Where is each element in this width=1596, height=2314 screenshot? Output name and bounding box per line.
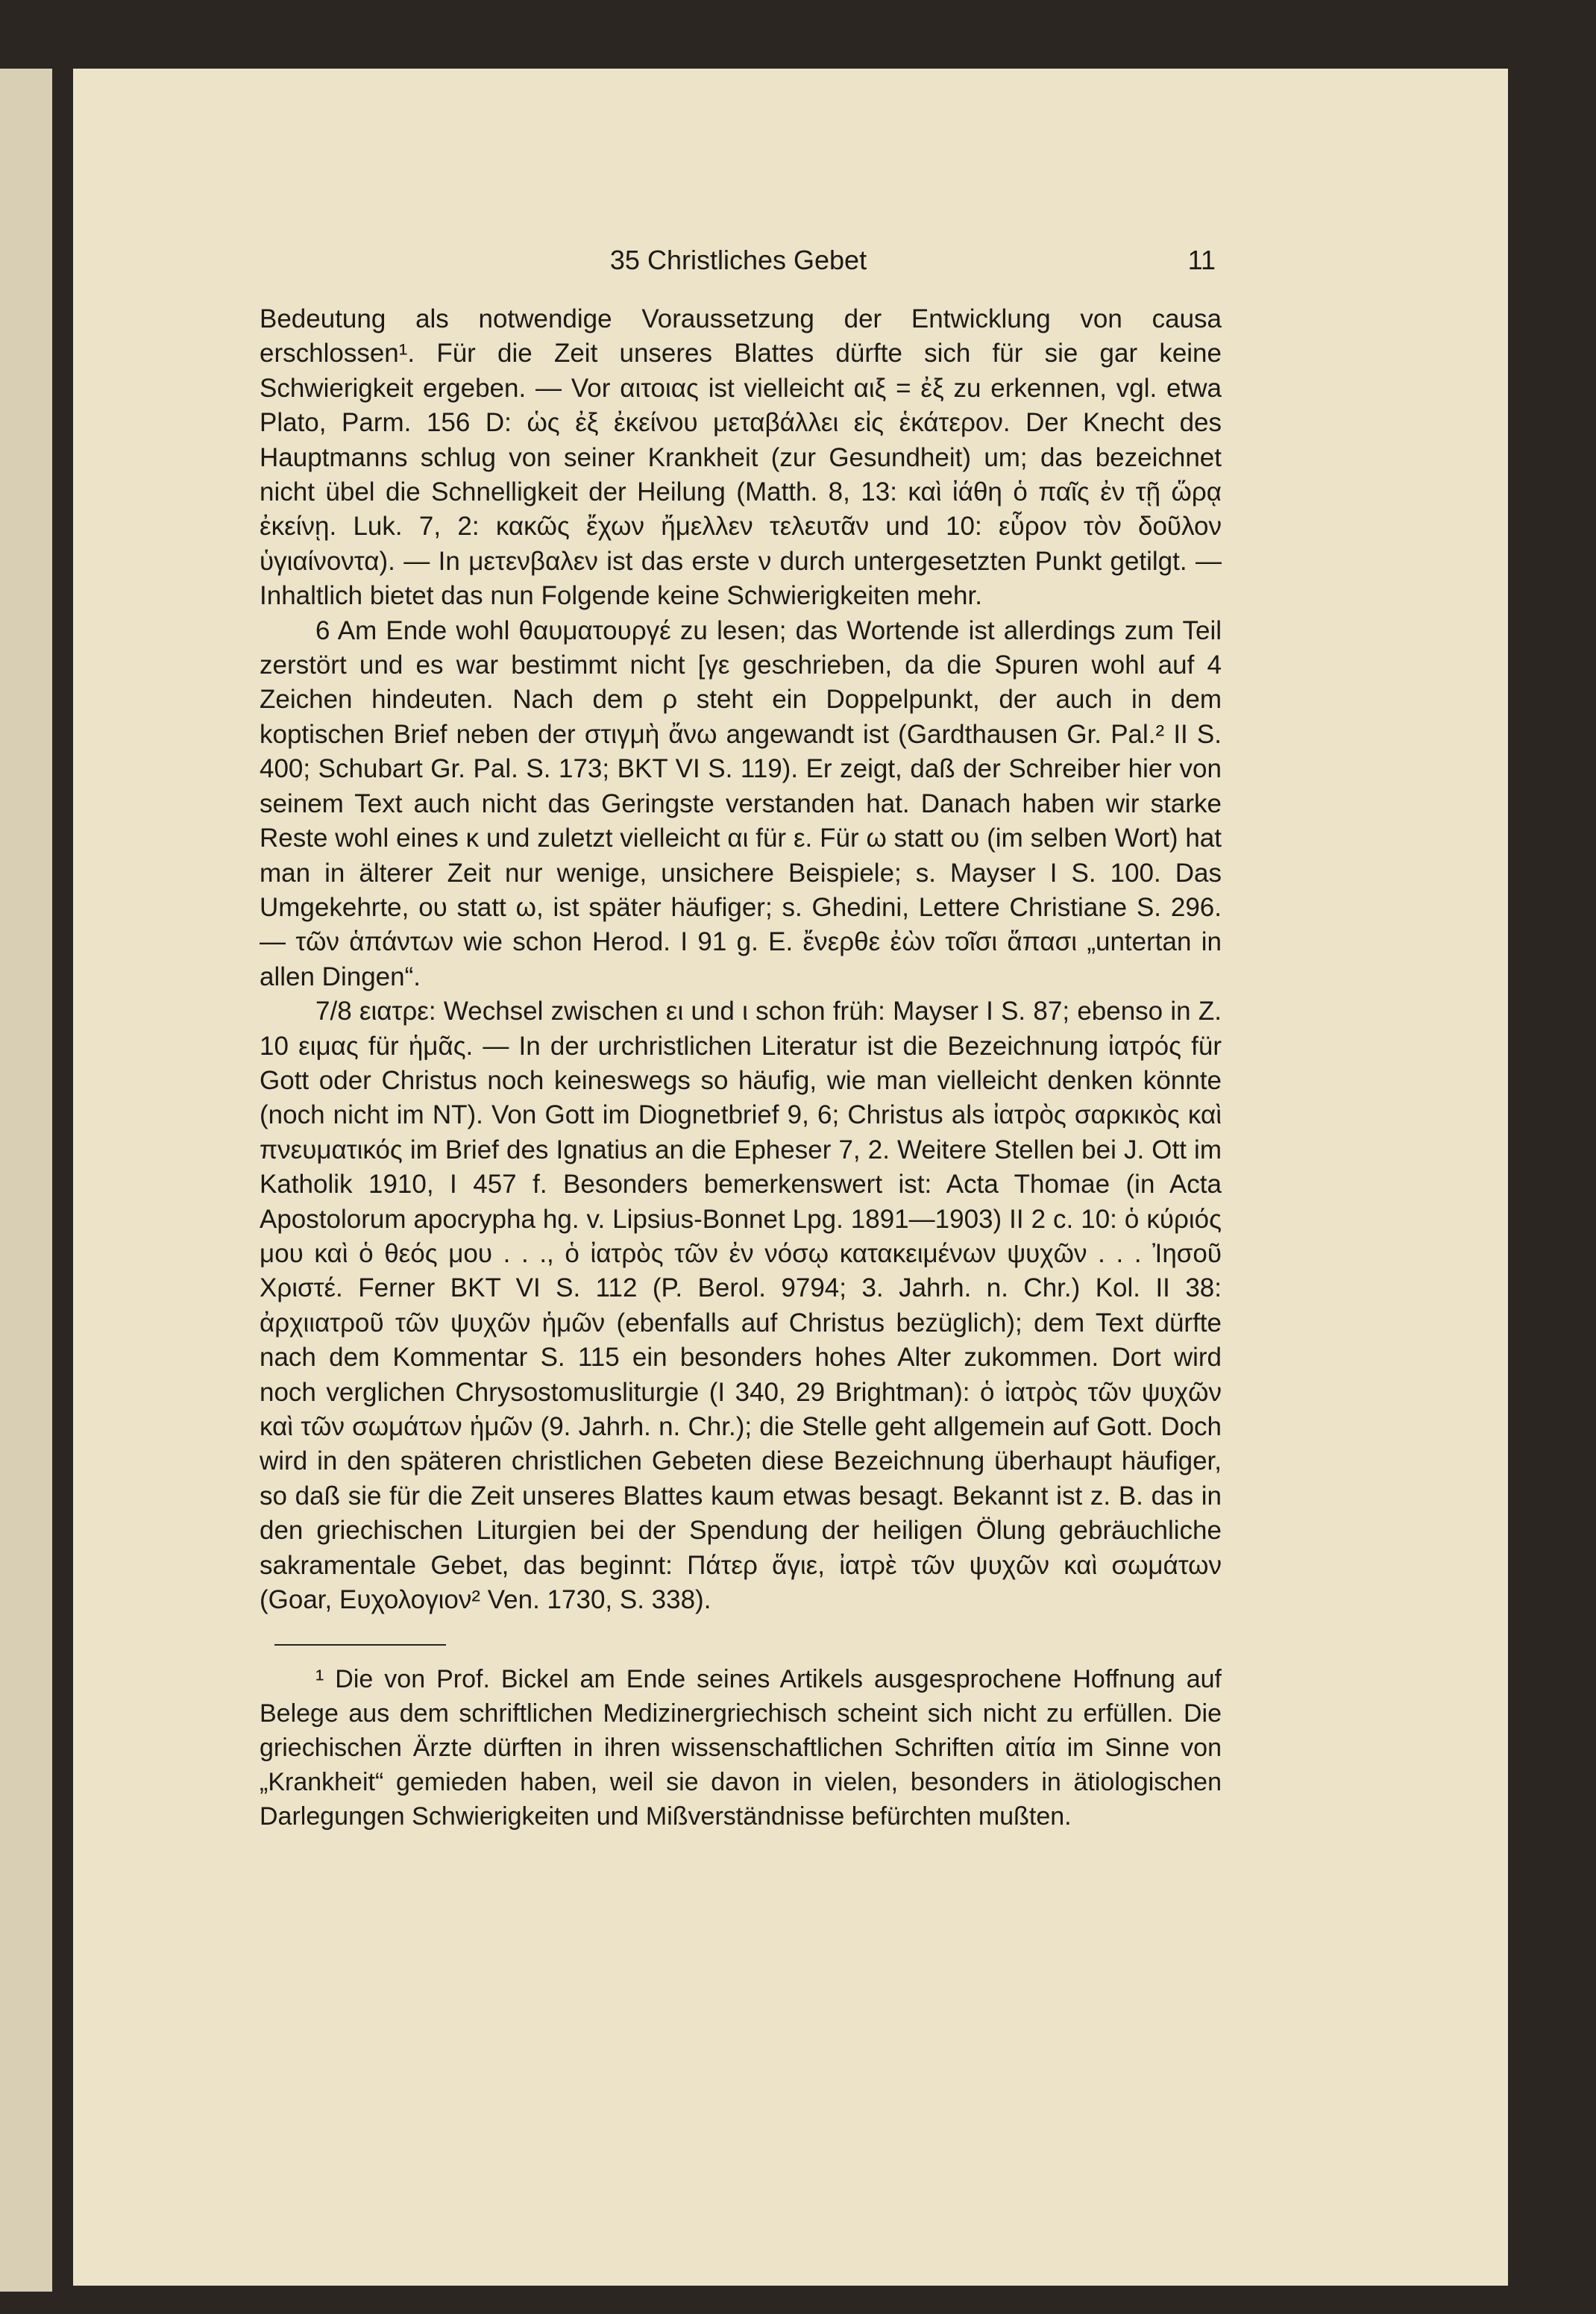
running-header [261,245,1216,282]
paragraph: 7/8 ειατρε: Wechsel zwischen ει und ι schon früh: Mayser I S. 87; ebenso in Z. 10 ειμας für ἡμᾶς. — In der urchristlichen Literatur ist die Bezeichnung ἰατρός für Gott oder Christus noch keineswegs so häufig, wie man vielleicht denken könnte (noch nicht im NT). Von Gott im Diognetbrief 9, 6; Christus als ἰατρὸς σαρκικὸς καὶ πνευματικός im Brief des Ignatius an die Epheser 7, 2. Weitere Stellen bei J. Ott im Katholik 1910, I 457 f. Besonders bemerkenswert ist: Acta Thomae (in Acta Apostolorum apocrypha hg. v. Lipsius-Bonnet Lpg. 1891—1903) II 2 c. 10: ὁ κύριός μου καὶ ὁ θεός μου . . ., ὁ ἰατρὸς τῶν ἐν νόσῳ κατακειμένων ψυχῶν . . . Ἰησοῦ Χριστέ. Ferner BKT VI S. 112 (P. Berol. 9794; 3. Jahrh. n. Chr.) Kol. II 38: ἀρχιιατροῦ τῶν ψυχῶν ἡμῶν (ebenfalls auf Christus bezüglich); dem Text dürfte nach dem Kommentar S. 115 ein besonders hohes Alter zukommen. Dort wird noch verglichen Chrysostomusliturgie (I 340, 29 Brightman): ὁ ἰατρὸς τῶν ψυχῶν καὶ τῶν σωμάτων ἡμῶν (9. Jahrh. n. Chr.); die Stelle geht allgemein auf Gott. Doch wird in den späteren christlichen Gebeten diese Bezeichnung überhaupt häufiger, so daß sie für die Zeit unseres Blattes kaum etwas besagt. Bekannt ist z. B. das in den griechischen Liturgien bei der Spendung der heiligen Ölung gebräuchliche sakramentale Gebet, das beginnt: Πάτερ ἅγιε, ἰατρὲ τῶν ψυχῶν καὶ σωμάτων (Goar, Ευχολογιον² Ven. 1730, S. 338). [260,997,1222,1615]
facing-page-edge [0,69,52,2292]
footnote: ¹ Die von Prof. Bickel am Ende seines Artikels ausgesprochene Hoffnung auf Belege aus dem schriftlichen Medizinergriechisch scheint sich nicht zu erfüllen. Die griechischen Ärzte dürften in ihren wissenschaftlichen Schriften αἰτία im Sinne von „Krankheit“ gemieden haben, weil sie davon in vielen, besonders in ätiologischen Darlegungen Schwierigkeiten und Mißverständnisse befürchten mußten. [260,1665,1222,1831]
paragraph: 6 Am Ende wohl θαυματουργέ zu lesen; das Wortende ist allerdings zum Teil zerstört und es war bestimmt nicht [γε geschrieben, da die Spuren wohl auf 4 Zeichen hindeuten. Nach dem ρ steht ein Doppelpunkt, der auch in dem koptischen Brief neben der στιγμὴ ἄνω angewandt ist (Gardthausen Gr. Pal.² II S. 400; Schubart Gr. Pal. S. 173; BKT VI S. 119). Er zeigt, daß der Schreiber hier von seinem Text auch nicht das Geringste verstanden hat. Danach haben wir starke Reste wohl eines κ und zuletzt vielleicht αι für ε. Für ω statt ου (im selben Wort) hat man in älterer Zeit nur wenige, unsichere Beispiele; s. Mayser I S. 100. Das Umgekehrte, ου statt ω, ist später häufiger; s. Ghedini, Lettere Christiane S. 296. — τῶν ἁπάντων wie schon Herod. I 91 g. E. ἔνερθε ἐὼν τοῖσι ἅπασι „untertan in allen Dingen“. [260,615,1222,991]
page-body [260,302,1222,1834]
footnote-separator [274,1644,446,1646]
running-title: 35 Christliches Gebet [609,245,867,275]
page-number: 11 [1187,245,1216,275]
main-text [260,302,1222,1617]
paragraph: Bedeutung als notwendige Voraussetzung der Entwicklung von causa erschlossen¹. Für die Zeit unseres Blattes dürfte sich für sie gar keine Schwierigkeit ergeben. — Vor αιτοιας ist vielleicht αιξ = ἐξ zu erkennen, vgl. etwa Plato, Parm. 156 D: ὡς ἐξ ἐκείνου μεταβάλλει εἰς ἑκάτερον. Der Knecht des Hauptmanns schlug von seiner Krankheit (zur Gesundheit) um; das bezeichnet nicht übel die Schnelligkeit der Heilung (Matth. 8, 13: καὶ ἰάθη ὁ παῖς ἐν τῇ ὥρᾳ ἐκείνῃ. Luk. 7, 2: κακῶς ἔχων ἤμελλεν τελευτᾶν und 10: εὗρον τὸν δοῦλον ὑγιαίνοντα). — In μετενβαλεν ist das erste ν durch untergesetzten Punkt getilgt. — Inhaltlich bietet das nun Folgende keine Schwierigkeiten mehr. [260,304,1222,611]
